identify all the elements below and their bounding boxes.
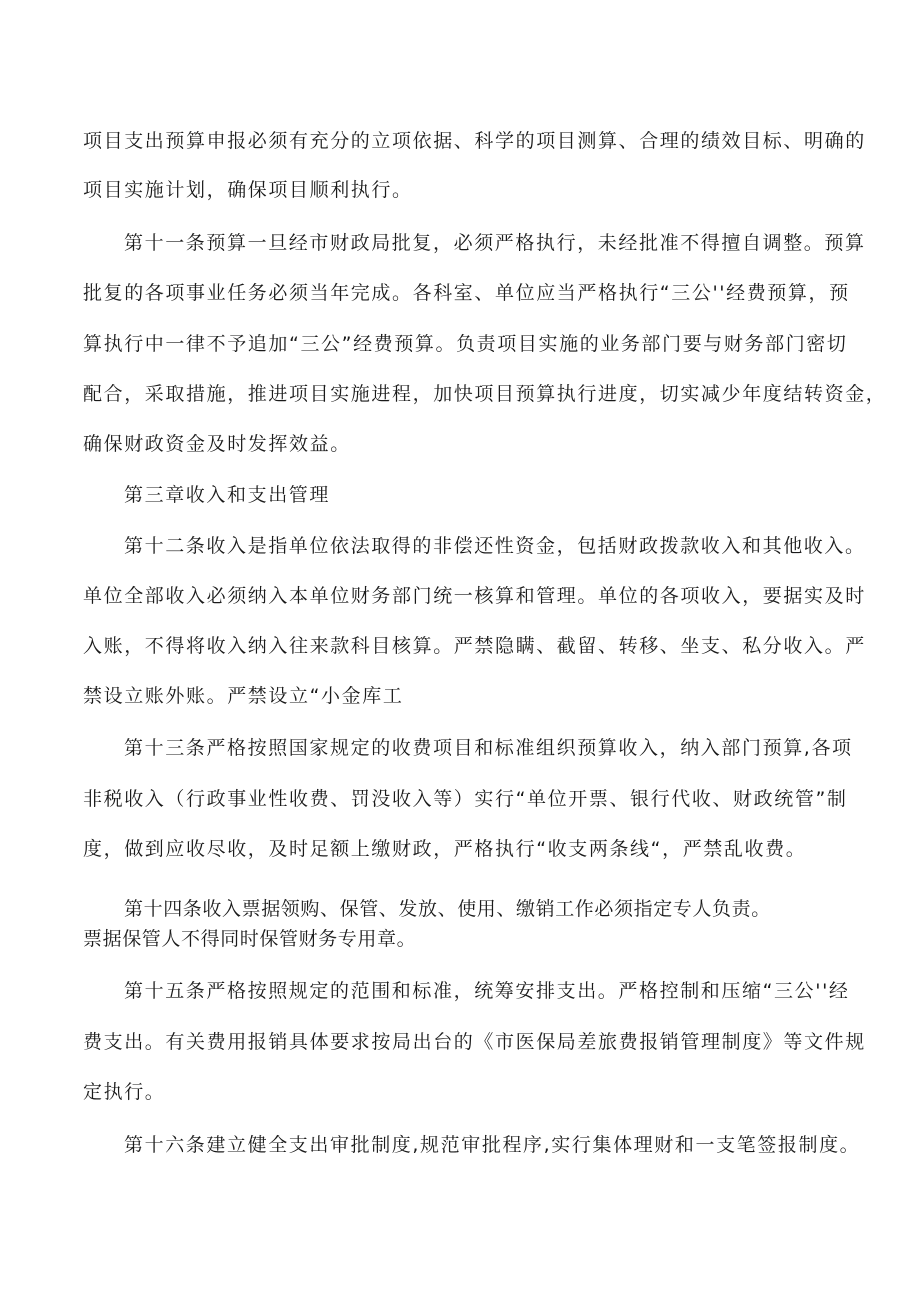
article-11-line: 算执行中一律不予追加“三公”经费预算。负责项目实施的业务部门要与财务部门密切 [83, 333, 848, 355]
article-14-line: 票据保管人不得同时保管财务专用章。 [83, 928, 417, 950]
chapter-heading: 第三章收入和支出管理 [124, 484, 331, 506]
article-11-line: 确保财政资金及时发挥效益。 [83, 433, 351, 455]
article-12-line: 第十二条收入是指单位依法取得的非偿还性资金，包括财政拨款收入和其他收入。 [124, 535, 866, 557]
article-16-line: 第十六条建立健全支出审批制度,规范审批程序,实行集体理财和一支笔签报制度。 [124, 1134, 861, 1156]
article-12-line: 禁设立账外账。严禁设立“小金库工 [83, 685, 404, 707]
article-13-line: 度，做到应收尽收，及时足额上缴财政，严格执行“收支两条线“，严禁乱收费。 [83, 838, 807, 860]
article-15-line: 费支出。有关费用报销具体要求按局出台的《市医保局差旅费报销管理制度》等文件规 [83, 1031, 866, 1053]
article-13-line: 非税收入（行政事业性收费、罚没收入等）实行“单位开票、银行代收、财政统管”制 [83, 788, 848, 810]
article-13-line: 第十三条严格按照国家规定的收费项目和标准组织预算收入，纳入部门预算,各项 [124, 737, 853, 759]
article-15-line: 定执行。 [83, 1081, 166, 1103]
paragraph-line: 项目支出预算申报必须有充分的立项依据、科学的项目测算、合理的绩效目标、明确的 [83, 130, 866, 152]
article-12-line: 单位全部收入必须纳入本单位财务部门统一核算和管理。单位的各项收入，要据实及时 [83, 585, 866, 607]
article-14-line: 第十四条收入票据领购、保管、发放、使用、缴销工作必须指定专人负责。 [124, 898, 771, 920]
article-15-line: 第十五条严格按照规定的范围和标准，统筹安排支出。严格控制和压缩“三公''经 [124, 980, 850, 1002]
article-11-line: 第十一条预算一旦经市财政局批复，必须严格执行，未经批准不得擅自调整。预算 [124, 232, 866, 254]
article-11-line: 配合，采取措施，推进项目实施进程，加快项目预算执行进度，切实减少年度结转资金， [83, 383, 887, 405]
article-12-line: 入账，不得将收入纳入往来款科目核算。严禁隐瞒、截留、转移、坐支、私分收入。严 [83, 635, 866, 657]
article-11-line: 批复的各项事业任务必须当年完成。各科室、单位应当严格执行“三公''经费预算，预 [83, 282, 850, 304]
paragraph-line: 项目实施计划，确保项目顺利执行。 [83, 179, 413, 201]
